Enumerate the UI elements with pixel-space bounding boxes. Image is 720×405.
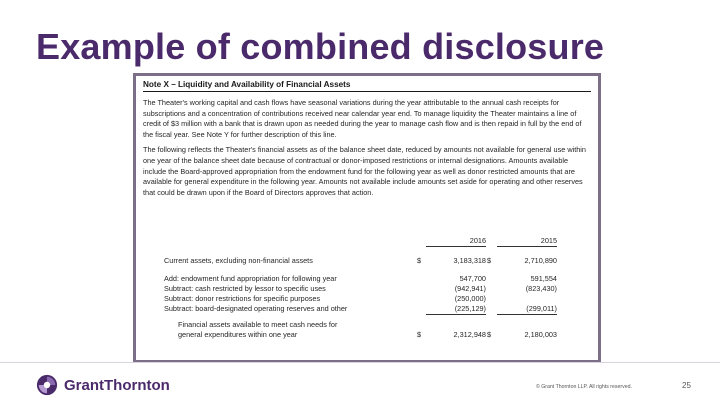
total-label-line2: general expenditures within one year <box>178 330 298 339</box>
table-row-total-label-1 <box>164 320 589 330</box>
row-label: Subtract: board-designated operating reserves and other <box>164 304 348 313</box>
financial-assets-table <box>164 236 589 340</box>
value-2015: (823,430) <box>525 284 557 293</box>
total-label-line1: Financial assets available to meet cash needs for <box>178 320 338 329</box>
value-2016: 3,183,318 <box>453 256 486 265</box>
table-row-current-assets <box>164 256 589 266</box>
table-year-header <box>164 236 589 248</box>
year-2015-header: 2015 <box>497 236 557 247</box>
grant-thornton-logo <box>36 374 170 396</box>
note-heading: Note X – Liquidity and Availability of Financial Assets <box>143 80 591 92</box>
total-value-2016: 2,312,948 <box>453 330 486 339</box>
dollar-sign: $ <box>417 330 422 339</box>
row-label: Subtract: cash restricted by lessor to specific uses <box>164 284 326 293</box>
table-row <box>164 294 589 304</box>
dollar-sign: $ <box>417 256 422 265</box>
value-2016: (225,129) <box>426 304 486 315</box>
note-paragraph-financial-assets: The following reflects the Theater's financial assets as of the balance sheet date, reduced by amounts not available for general use within one year of the balance sheet date because of contractual or donor-imposed restrictions or internal designations. Amounts available include the Board-approved appropriation from the endowment fund for the following year as well as donor restricted amounts that are available for general expenditure in the following year. Amounts not available include amounts set aside for operating and other reserves that could be drawn upon if the Board of Directors approves that action. <box>143 145 586 197</box>
footer-divider <box>0 362 720 363</box>
value-2015: (299,011) <box>497 304 557 315</box>
note-paragraph-liquidity: The Theater's working capital and cash flows have seasonal variations during the year attributable to the annual cash receipts for subscriptions and a concentration of contributions received near calendar year end. To manage liquidity the Theater maintains a line of credit of $3 million with a bank that is drawn upon as needed during the year to manage cash flow and is then repaid in full by the end of the fiscal year. See Note Y for further description of this line. <box>143 98 582 139</box>
dollar-sign: $ <box>487 256 492 265</box>
value-2015: 591,554 <box>530 274 557 283</box>
year-2016-header: 2016 <box>426 236 486 247</box>
table-row <box>164 304 589 314</box>
brand-name: GrantThornton <box>64 376 170 394</box>
row-label: Current assets, excluding non-financial assets <box>164 256 313 265</box>
table-row <box>164 284 589 294</box>
value-2016: (942,941) <box>454 284 486 293</box>
copyright-text: © Grant Thornton LLP. All rights reserved. <box>536 384 632 390</box>
value-2016: (250,000) <box>454 294 486 303</box>
row-label: Add: endowment fund appropriation for following year <box>164 274 337 283</box>
row-label: Subtract: donor restrictions for specific purposes <box>164 294 321 303</box>
note-excerpt-box <box>133 73 601 363</box>
value-2016: 547,700 <box>459 274 486 283</box>
page-number: 25 <box>682 381 691 390</box>
grant-thornton-logo-icon <box>36 374 58 396</box>
slide-title: Example of combined disclosure <box>36 26 605 67</box>
value-2015: 2,710,890 <box>524 256 557 265</box>
total-value-2015: 2,180,003 <box>524 330 557 339</box>
dollar-sign: $ <box>487 330 492 339</box>
table-row <box>164 274 589 284</box>
table-row-total <box>164 330 589 340</box>
